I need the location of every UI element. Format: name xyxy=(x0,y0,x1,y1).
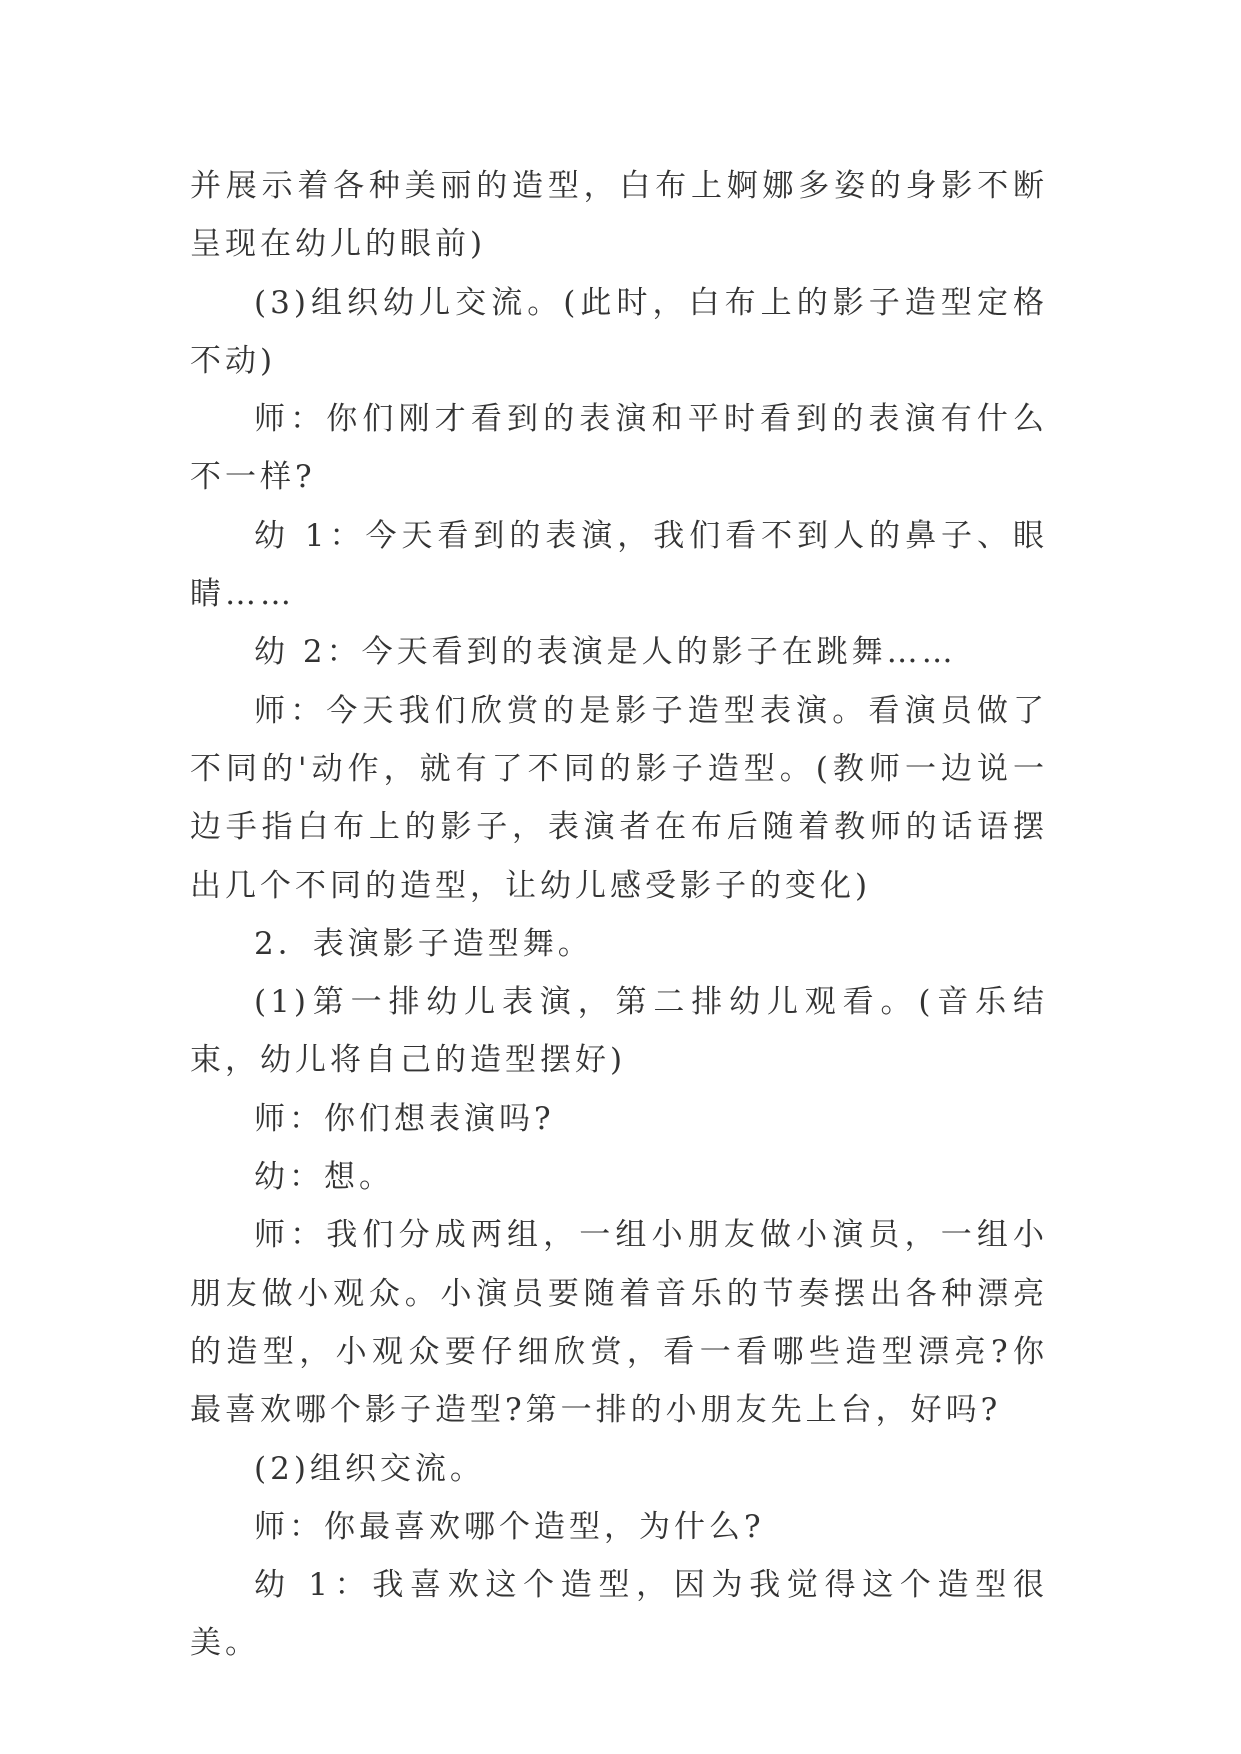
paragraph-step-1-performance: (1)第一排幼儿表演，第二排幼儿观看。(音乐结束，幼儿将自己的造型摆好) xyxy=(190,984,1048,1079)
paragraph-section-2-heading: 2．表演影子造型舞。 xyxy=(254,925,593,962)
paragraph-child-1-answer-1: 幼 1：今天看到的表演，我们看不到人的鼻子、眼睛…… xyxy=(190,517,1048,613)
paragraph-teacher-question-3: 师：你最喜欢哪个造型，为什么? xyxy=(254,1508,765,1545)
paragraph-teacher-explanation: 师：今天我们欣赏的是影子造型表演。看演员做了不同的'动作，就有了不同的影子造型。(教师一边说一边手指白布上的影子，表演者在布后随着教师的话语摆出几个不同的造型，让幼儿感受影子的变化) xyxy=(190,692,1048,904)
document-body xyxy=(190,157,1048,1673)
paragraph-child-1-answer-2: 幼 1：我喜欢这个造型，因为我觉得这个造型很美。 xyxy=(190,1567,1048,1662)
paragraph-children-answer: 幼：想。 xyxy=(254,1159,394,1196)
paragraph-step-3-discussion: (3)组织幼儿交流。(此时，白布上的影子造型定格不动) xyxy=(190,284,1048,379)
paragraph-teacher-instructions: 师：我们分成两组，一组小朋友做小演员，一组小朋友做小观众。小演员要随着音乐的节奏摆出各种漂亮的造型，小观众要仔细欣赏，看一看哪些造型漂亮?你最喜欢哪个影子造型?第一排的小朋友先上台，好吗? xyxy=(190,1217,1048,1429)
paragraph-child-2-answer-1: 幼 2：今天看到的表演是人的影子在跳舞…… xyxy=(254,634,957,671)
paragraph-performance-description: 并展示着各种美丽的造型，白布上婀娜多姿的身影不断呈现在幼儿的眼前) xyxy=(190,168,1048,263)
paragraph-teacher-question-1: 师：你们刚才看到的表演和平时看到的表演有什么不一样? xyxy=(190,401,1048,496)
paragraph-teacher-question-2: 师：你们想表演吗? xyxy=(254,1100,555,1137)
paragraph-step-2-discussion: (2)组织交流。 xyxy=(254,1450,485,1487)
